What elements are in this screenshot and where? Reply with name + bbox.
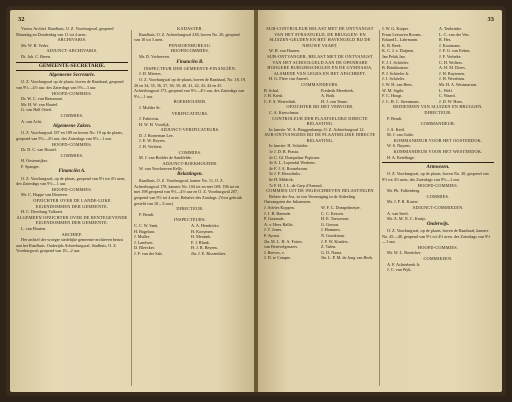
role-heading: COMMIES.	[426, 193, 450, 199]
list-item: P. Ayraoi.	[264, 232, 281, 238]
section-heading: Financiën B.	[176, 59, 204, 65]
list-item: J. H. Kreul.	[264, 93, 284, 99]
list-item: J. F. W. Kinders.	[321, 238, 349, 244]
list-item: K. C. J. v. Duijnen.	[382, 48, 415, 54]
list-item: F. J. Blank.	[191, 239, 210, 245]
list-item: H. Bagelaar.	[134, 228, 155, 234]
list-item: A. v. Hees Hallis.	[264, 221, 294, 227]
left-page-column-2	[134, 26, 246, 257]
list-item: J. F. G. van Eeken.	[439, 48, 471, 54]
list-item: J. Hommes.	[321, 227, 341, 233]
role-heading: SUB-CONTROLEUR BELAST MET DE ONTVANGST VAN HET STRAATGELD, DE BRUGGEN- EN SLUIZEN-GELDEN EN HET HAVENGELD BIJ DE NIEUWE VAART.	[266, 26, 374, 48]
role-heading: INSPECTEUR DER GEMEENTE-FINANCIËN.	[143, 65, 237, 71]
text-line: Mr. Ph. Falkenberg.	[387, 188, 421, 194]
column-divider	[131, 30, 132, 386]
role-heading: HOOFD-COMMIES.	[417, 182, 459, 188]
role-heading: HOOFD-COMMIES.	[417, 244, 459, 250]
list-item: J. F. Verbeke.	[439, 53, 462, 59]
role-heading: COMMIES.	[178, 149, 202, 155]
text-line: J. H. Verbiest.	[139, 144, 163, 150]
text-line: Raadhuis, O. Z. Achterburgwal 238, boven No. 20, geopend van 10 tot 3 uren.	[134, 31, 240, 43]
role-heading: ADJUNCT-COMMIEZEN.	[412, 205, 464, 211]
text-line: M. J. van Bodder de Sandfelde.	[139, 155, 192, 161]
text-line: 5e J. F. Hesselinks.	[269, 171, 302, 177]
open-book	[6, 6, 506, 396]
list-item: D. Bleecker.	[134, 245, 155, 251]
list-item: C. C. W. Smit.	[134, 223, 159, 228]
text-line: Raadhuis, O. Z. Voorburgwal, kamer No. 11, O. Z. Achterburgwal 178, kamers No. 104 tot en met 169; 196 tot en met 198 geopend van 9½—4½ uur en O. Z. Voorburgwal 207, geopend van 9½ tot 4 uren. Behalve des Zondags. (Voor gebruik gesteld van 10—3 uur.)	[134, 178, 242, 206]
list-item: Frederik Meerbeek.	[321, 87, 355, 93]
list-item: J. T. Jones.	[264, 227, 283, 233]
list-item: J. C. H. C. Steenmans.	[382, 98, 420, 104]
text-line: Dr. W. C. van Beaumont.	[21, 96, 64, 102]
text-line: Mr. W. R. Veder.	[21, 42, 49, 48]
name-list	[264, 88, 376, 105]
section-heading: Belastingen.	[177, 172, 203, 178]
list-item: C. F. S. Westerlink.	[264, 98, 297, 104]
page-number: 32	[18, 16, 25, 23]
text-line: F. Bendt.	[387, 115, 403, 121]
list-item: Jan Pelak Jan.	[382, 53, 406, 59]
role-heading: OPZICHTER OVER DE LANDE-LIJKE EIGENDOMMEN DER GEMEENTE.	[33, 198, 111, 209]
list-item: Jhr. L. P. M. de Jong van Beek.	[321, 255, 374, 261]
role-heading: HOOFD-COMMIES.	[51, 90, 93, 96]
list-item: J. J. Schöeler.	[382, 76, 405, 82]
text-line: Dr. D. C. van Houtel.	[21, 147, 57, 153]
list-item: Eduard L. Lahrmann.	[382, 37, 419, 43]
text-line: J. Mulder Sr.	[139, 104, 161, 110]
list-item: L. C. van der Ven.	[439, 31, 470, 37]
role-heading: INSPECTEURS.	[174, 217, 206, 223]
list-item: P. J. Schöeler Jr.	[382, 70, 410, 76]
list-item: J. Muller.	[134, 234, 150, 240]
text-line: A. van Seeft.	[387, 210, 409, 216]
text-line: 4e F. J. A. Roozeboom.	[269, 165, 308, 171]
text-line: D. J. Borneman Lee.	[139, 132, 174, 138]
list-item: F. J. J. Schöeler.	[382, 59, 409, 65]
list-item: H. Kooymen.	[191, 228, 214, 234]
left-page	[10, 10, 254, 392]
text-line: W. H. van Haaren.	[269, 48, 301, 54]
role-heading: DIRECTEUR.	[176, 206, 204, 212]
text-line: W. S. Nuyens.	[387, 143, 411, 149]
role-heading: ARCHIEF.	[61, 231, 83, 237]
role-heading: COMMIES.	[60, 152, 84, 158]
text-line: O. Z. Voorburgwal 187 en 189 en boven No. 19 op de plaats, geopend van 9½—4½ uur, des Zaterdags van 9½—1 uur.	[16, 130, 123, 141]
right-page-column-2	[382, 26, 494, 273]
section-heading: Algemeene Secretarie.	[48, 73, 96, 79]
list-item: A. A. Hendrickx.	[191, 223, 220, 228]
role-heading: COMMANDEURS.	[301, 81, 339, 87]
text-line: Vrouw Archief. Raadhuis, O. Z. Voorburgwal, geopend Maandag en Donderdag van 11 tot 4 uren.	[16, 26, 114, 37]
right-page	[258, 10, 502, 392]
role-heading: ALGEMEEN OPZICHTER OVER DE RENTEGEVENDE EIGENDOMMEN DER GEMEENTE.	[16, 214, 128, 226]
text-line: Dr. Joh. C. Breen.	[21, 53, 52, 59]
list-item: J. W. H. van Hees.	[382, 81, 413, 87]
text-line: A. F. Achterbeek Jr.	[387, 261, 421, 267]
section-heading: Financiën A.	[58, 169, 86, 175]
text-line: F. Bendt.	[139, 211, 155, 217]
name-list	[264, 205, 376, 261]
role-heading: BOEKHOUDER.	[173, 99, 207, 105]
text-line: Beheer der Ass. in von Vereeniging in de Afdeeling Ontvangsten der Inkomsten.	[264, 193, 356, 205]
column-divider	[379, 30, 380, 386]
role-heading: SUB-ONTVANGERS BIJ DE PLAATSELIJKE DIRECTE BELASTING.	[264, 132, 376, 143]
list-item: H. E. Tarwassen.	[321, 216, 350, 222]
text-line: H. W. H. Vroolijk.	[139, 121, 170, 127]
text-line: F. Spanger.	[21, 163, 40, 169]
role-heading: KADASTER.	[177, 26, 203, 31]
list-item: Mr. H. A. Westmarsen.	[439, 81, 478, 87]
list-item: H. Mentink.	[191, 234, 212, 240]
role-heading: BEDIENDEN VAN SLUIZEN EN BRUGGEN. DIRECTEUR.	[393, 104, 483, 115]
text-line: C. A. Kretschmar.	[269, 109, 300, 115]
text-line: G. van Hall Otterl.	[21, 107, 53, 113]
list-item: A. H. M. Drees.	[439, 65, 466, 71]
role-heading: KOMMANDEUR VOOR HET WESTERDOK.	[393, 149, 483, 155]
text-line: 2e C. Gl. Dompelaar Popicaer.	[269, 154, 321, 160]
role-heading: COMMANDEUR.	[420, 121, 456, 127]
role-heading: HOOFD-COMMIES.	[51, 186, 93, 192]
role-heading: SUB-ONTVANGER, BELAST MET DE ONTVANGST VAN HET SCHOOLGELD AAN DE OPENBARE HOOGERE BURGERSCHOLEN EN DE GYMNASIA, ALSMEDE VAN LEGES EN HET AFSCHRIFT.	[267, 53, 373, 76]
list-item: J. Reeves, v.	[264, 249, 285, 255]
role-heading: KOMMANDEUR VOOR HET OOSTERDOK.	[393, 137, 483, 143]
list-item: G. D. Nauta.	[321, 249, 343, 255]
text-line: A. van Acht.	[21, 118, 43, 124]
name-list	[382, 26, 494, 104]
role-heading: ARCHIVARIS.	[57, 37, 87, 43]
role-heading: VERIFICATEURS.	[171, 110, 209, 116]
list-item: J. J. B. Barende.	[264, 210, 292, 216]
list-item: J. W. G. Kuiper.	[382, 26, 409, 31]
page-number: 33	[487, 16, 494, 23]
text-line: H. C. Doesburg Valkaert.	[21, 209, 64, 215]
list-item: A. Tenbrinke.	[439, 26, 463, 31]
text-line: Mr. H. W. van Houtel.	[21, 101, 59, 107]
name-list	[134, 223, 246, 257]
list-item: Frans Leeuwen Rooms.	[382, 31, 422, 37]
list-item: J. D. W. Hoes.	[439, 98, 464, 104]
text-line: Mr. A. M. N. C. Kraijo.	[387, 216, 427, 222]
role-heading: OPZICHTER BIJ HET VERVOER.	[286, 104, 354, 110]
list-item: B. Brinkhuizen.	[382, 65, 409, 71]
section-heading: Algemeene Zaken.	[52, 124, 92, 130]
list-item: Jhr. J. E. Rissenthies.	[191, 250, 227, 256]
role-heading: COMMIEZEN.	[423, 255, 453, 261]
text-line: 1e J. D. R. Prasta.	[269, 149, 300, 155]
list-item: C. H. Wolters.	[439, 59, 463, 65]
section-heading: Armwezen.	[426, 165, 450, 171]
list-item: B. Schol.	[264, 87, 280, 93]
text-line: J. A. Kettl.	[387, 126, 406, 132]
list-item: G. Gerson.	[321, 221, 340, 227]
list-item: J. Advies Koppen.	[264, 205, 295, 210]
text-line: J. Fabricius.	[139, 116, 160, 122]
text-line: In functie: H. Schröder.	[269, 143, 309, 149]
role-heading: COMMIES.	[60, 112, 84, 118]
role-heading: COMMIES UIT DE INGESCHREVEN BELASTINGEN	[266, 188, 374, 194]
text-line: H. A. Ketelhage.	[387, 154, 416, 160]
list-item: F. C. Hoogt.	[382, 93, 403, 99]
list-item: J. H. Worrilans.	[439, 76, 466, 82]
text-line: M. J. van Gulte.	[387, 132, 414, 138]
list-item: J. Landwer.	[134, 239, 154, 245]
role-heading: HOOFDCOMMIES.	[170, 48, 210, 54]
text-line: J. H. Mieters.	[139, 71, 162, 77]
text-line: Het archief der vroeger stedelijke gemeente-archieven berust aan het Raadhuis. Oudezijds Achterburgwal, Stadhuis, O. Z. Voorburgwal; geopend van 10—2 uur.	[16, 237, 124, 254]
section-rule	[382, 162, 494, 163]
text-line: In functie: W. A. Bruggenkamp, O. Z. Achterburgwal 12.	[269, 126, 365, 132]
list-item: H. J. van Tenne.	[321, 98, 349, 104]
text-line: W. van Voorhoeven Kelly.	[139, 166, 183, 172]
list-item: K. B. Beek.	[382, 42, 402, 48]
text-line: H. Oostenrijker.	[21, 158, 48, 164]
list-item: J. F. van der Sab.	[134, 250, 163, 256]
left-page-column-1	[16, 26, 128, 254]
department-heading: GEMEENTE-SECRETARIE.	[16, 62, 128, 72]
role-heading: CONTROLEUR DER PLAATSELIJKE DIRECTE BELASTING.	[272, 115, 368, 127]
text-line: Mr. W. L. Boettcher.	[387, 250, 422, 256]
list-item: W. F. C. Dompelmeijer.	[321, 205, 361, 210]
text-line: 6e H. Mildrok.	[269, 177, 294, 183]
text-line: 3e A. L. Lopendal Werkens.	[269, 160, 316, 166]
text-line: O. Z. Voorburgwal op de plaats, boven de Raadzaal, No. 18, 19, 20 en 34, 35, 36, 37, 38, 39, 40, 41, 42, 43, 44 en 45 Achterburgwal 173, geopend van 9½—4½ uur, des Zaterdags van 9½—1 uur.	[134, 76, 246, 99]
list-item: Jhr. M. L. H. A. Fortes.	[264, 238, 303, 244]
text-line: L. van Houten.	[21, 226, 47, 232]
list-item: W. M. Sigile.	[382, 87, 405, 93]
text-line: J. C. van Wyk.	[387, 267, 412, 273]
list-item: P. Gastaude.	[264, 216, 285, 222]
text-line: O. Z. Voorburgwal, op de plaats, geopend van 9½ tot 4½ uren, des Zaterdags van 9½—1 uur.	[16, 175, 126, 187]
list-item: J. D. te Compte.	[264, 255, 292, 261]
text-line: O. Z. Voorburgwal, op de plaats, boven de Raadzaal, kamers No. 45—48, geopend van 9½ tot 4½ uren, des Zaterdags van 9½—1 uur.	[382, 228, 491, 245]
role-heading: ADJUNCT-BOEKHOUDER.	[162, 160, 218, 166]
role-heading: HOOFD-COMMIES.	[51, 141, 93, 147]
list-item: Z. Tulen.	[321, 244, 337, 250]
text-line: J. E. W. Reyers.	[139, 138, 166, 144]
text-line: O. Z. Voorburgwal, op de plaats, boven No. 20, geopend van 9½ tot 4½ uren, des Zaterdags van 9½—1 uur.	[382, 171, 489, 183]
list-item: C. C. Kessen.	[321, 210, 344, 216]
text-line: Mr. J. P. R. Koster.	[387, 199, 419, 205]
list-item: C. Waard.	[439, 93, 456, 99]
text-line: 7e F. H. J. L. de Carp d'Arnoud.	[269, 182, 323, 188]
text-line: O. Z. Voorburgwal op de plaats, boven de Raadzaal, geopend van 9½—4½ uur. des Zaterdags van 9½—1 uur.	[16, 79, 124, 90]
list-item: R. Hes.	[439, 37, 452, 43]
list-item: J. Kooimans.	[439, 42, 461, 48]
section-heading: Onderwijs.	[426, 221, 450, 227]
text-line: H. G. Fleer van Amerft.	[269, 76, 309, 82]
right-page-column-1	[264, 26, 376, 261]
list-item: N. Goudriaan.	[321, 232, 345, 238]
list-item: H. J. R. Beyens.	[191, 245, 219, 251]
text-line: Mr. D. Verhoeven.	[139, 53, 170, 59]
role-heading: PENSIOENBUREAU.	[168, 42, 212, 48]
list-item: J. H. Ruytenen.	[439, 70, 465, 76]
list-item: L. Wolf.	[439, 87, 453, 93]
list-item: A. Both.	[321, 93, 336, 99]
role-heading: ADJUNCT-ARCHIVARIS.	[46, 48, 98, 54]
role-heading: ADJUNCT-VERIFICATEURS.	[160, 127, 220, 133]
list-item: van Bernvelgenaers.	[264, 244, 299, 250]
text-line: Mr. C. Hoppe van Dinteren.	[21, 192, 68, 198]
